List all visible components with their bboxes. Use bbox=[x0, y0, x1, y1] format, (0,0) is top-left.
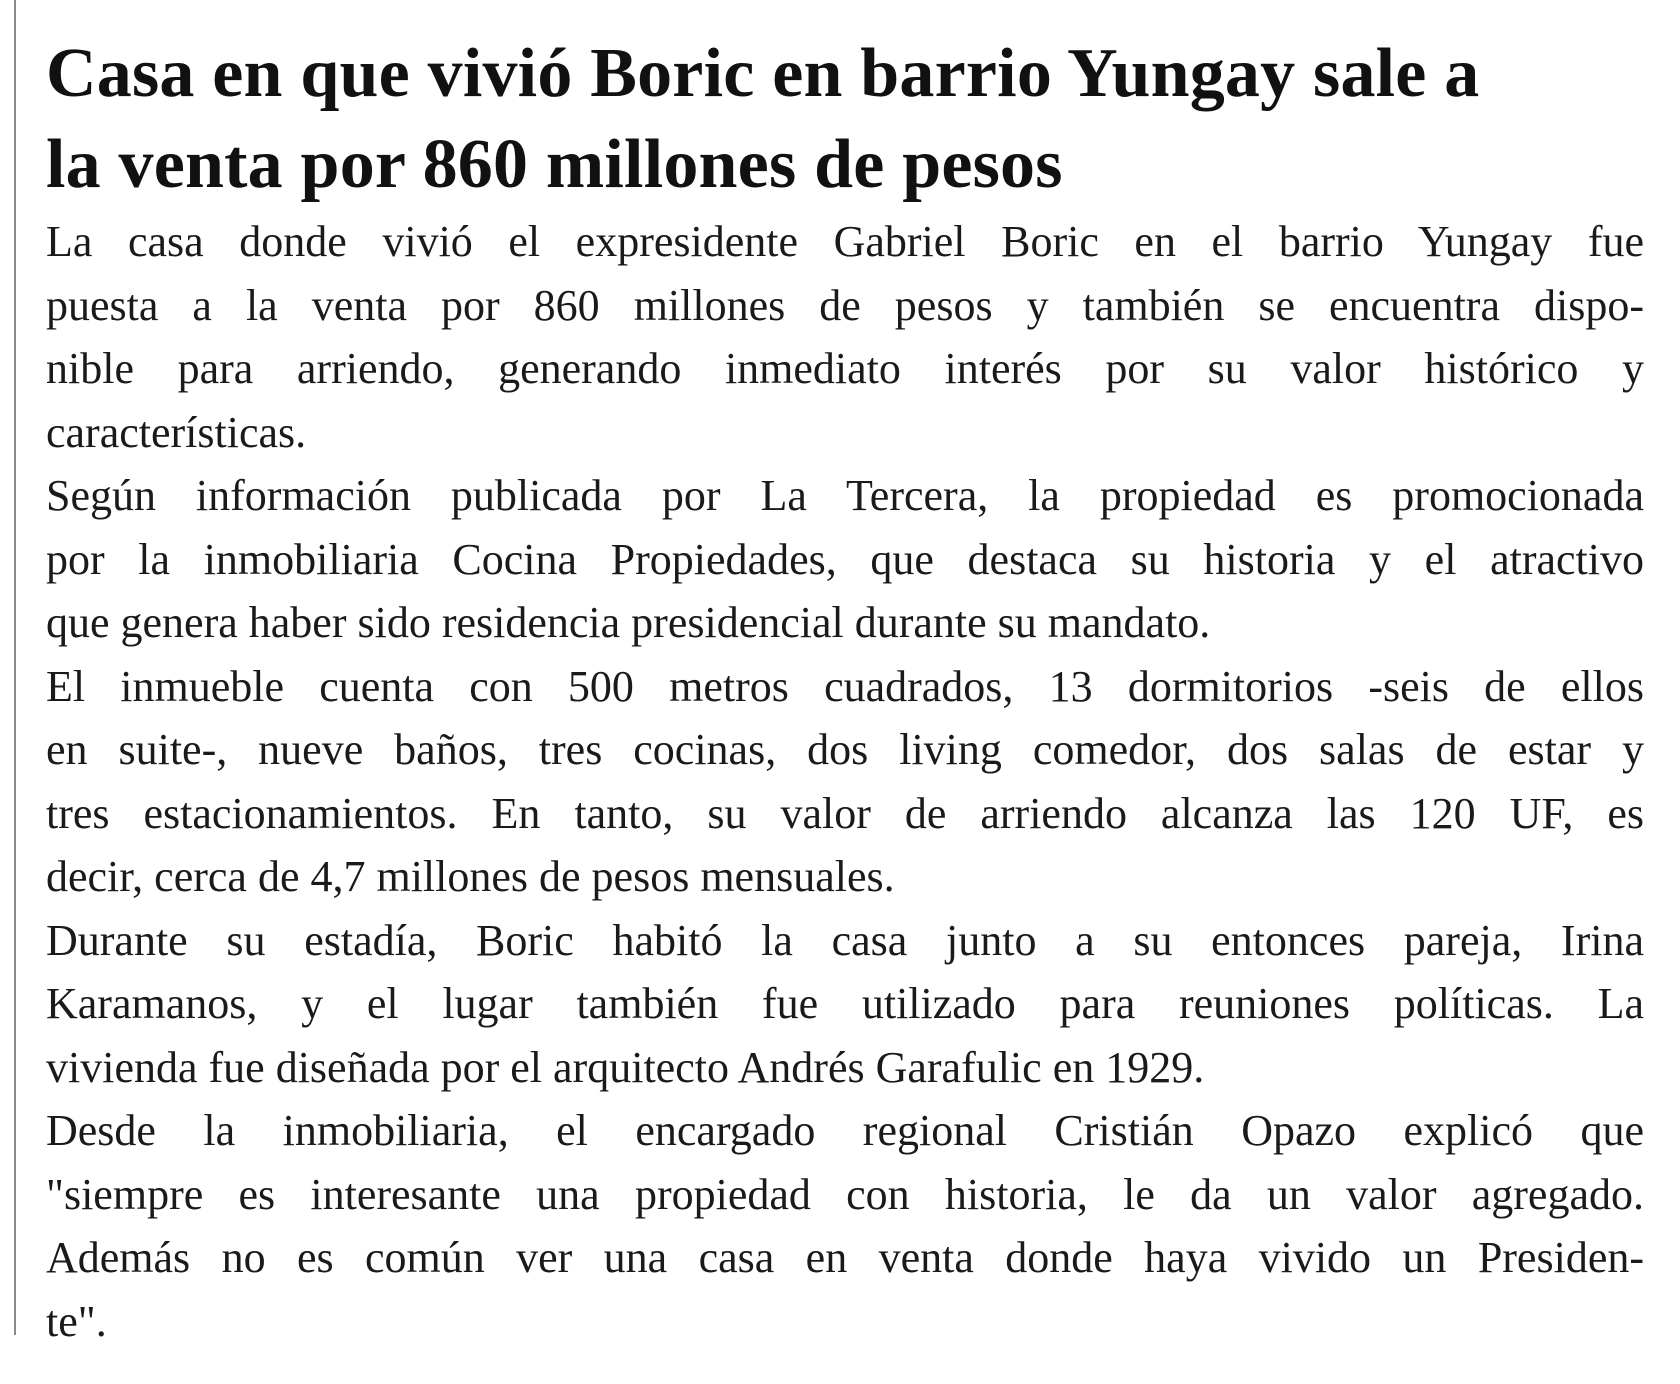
article-headline bbox=[46, 28, 1644, 210]
paragraph-line: Además no es común ver una casa en venta donde haya vivido un Presiden- bbox=[46, 1233, 1644, 1282]
paragraph-line: por la inmobiliaria Cocina Propiedades, que destaca su historia y el atractivo bbox=[46, 534, 1644, 584]
article-body bbox=[46, 210, 1644, 1353]
headline-line: la venta por 860 millones de pesos bbox=[46, 126, 1063, 203]
paragraph-line: Durante su estadía, Boric habitó la casa junto a su entonces pareja, Irina bbox=[46, 915, 1644, 965]
paragraph-line: decir, cerca de 4,7 millones de pesos mensuales. bbox=[46, 852, 895, 901]
article-paragraph bbox=[46, 210, 1644, 464]
paragraph-line: en suite-, nueve baños, tres cocinas, dos living comedor, dos salas de estar y bbox=[46, 725, 1644, 774]
article-paragraph bbox=[46, 1099, 1644, 1353]
paragraph-line: La casa donde vivió el expresidente Gabriel Boric en el barrio Yungay fue bbox=[46, 217, 1644, 266]
paragraph-line: nible para arriendo, generando inmediato interés por su valor histórico y bbox=[46, 344, 1644, 393]
paragraph-line: vivienda fue diseñada por el arquitecto Andrés Garafulic en 1929. bbox=[46, 1042, 1205, 1092]
column-divider-rule bbox=[14, 0, 16, 1335]
headline-line: Casa en que vivió Boric en barrio Yungay sale a bbox=[46, 35, 1480, 112]
paragraph-line: tres estacionamientos. En tanto, su valor de arriendo alcanza las 120 UF, es bbox=[46, 788, 1644, 838]
paragraph-line: características. bbox=[46, 407, 307, 457]
paragraph-line: Karamanos, y el lugar también fue utilizado para reuniones políticas. La bbox=[46, 979, 1644, 1028]
paragraph-line: puesta a la venta por 860 millones de pesos y también se encuentra dispo- bbox=[46, 280, 1644, 330]
paragraph-line: que genera haber sido residencia presidencial durante su mandato. bbox=[46, 598, 1211, 647]
paragraph-line: "siempre es interesante una propiedad con historia, le da un valor agregado. bbox=[46, 1169, 1644, 1219]
paragraph-line: Según información publicada por La Tercera, la propiedad es promocionada bbox=[46, 471, 1644, 520]
article-paragraph bbox=[46, 464, 1644, 655]
paragraph-line: El inmueble cuenta con 500 metros cuadrados, 13 dormitorios -seis de ellos bbox=[46, 661, 1644, 711]
article-paragraph bbox=[46, 909, 1644, 1100]
article-paragraph bbox=[46, 655, 1644, 909]
paragraph-line: te". bbox=[46, 1296, 107, 1346]
news-article bbox=[46, 28, 1644, 1353]
paragraph-line: Desde la inmobiliaria, el encargado regional Cristián Opazo explicó que bbox=[46, 1106, 1644, 1155]
